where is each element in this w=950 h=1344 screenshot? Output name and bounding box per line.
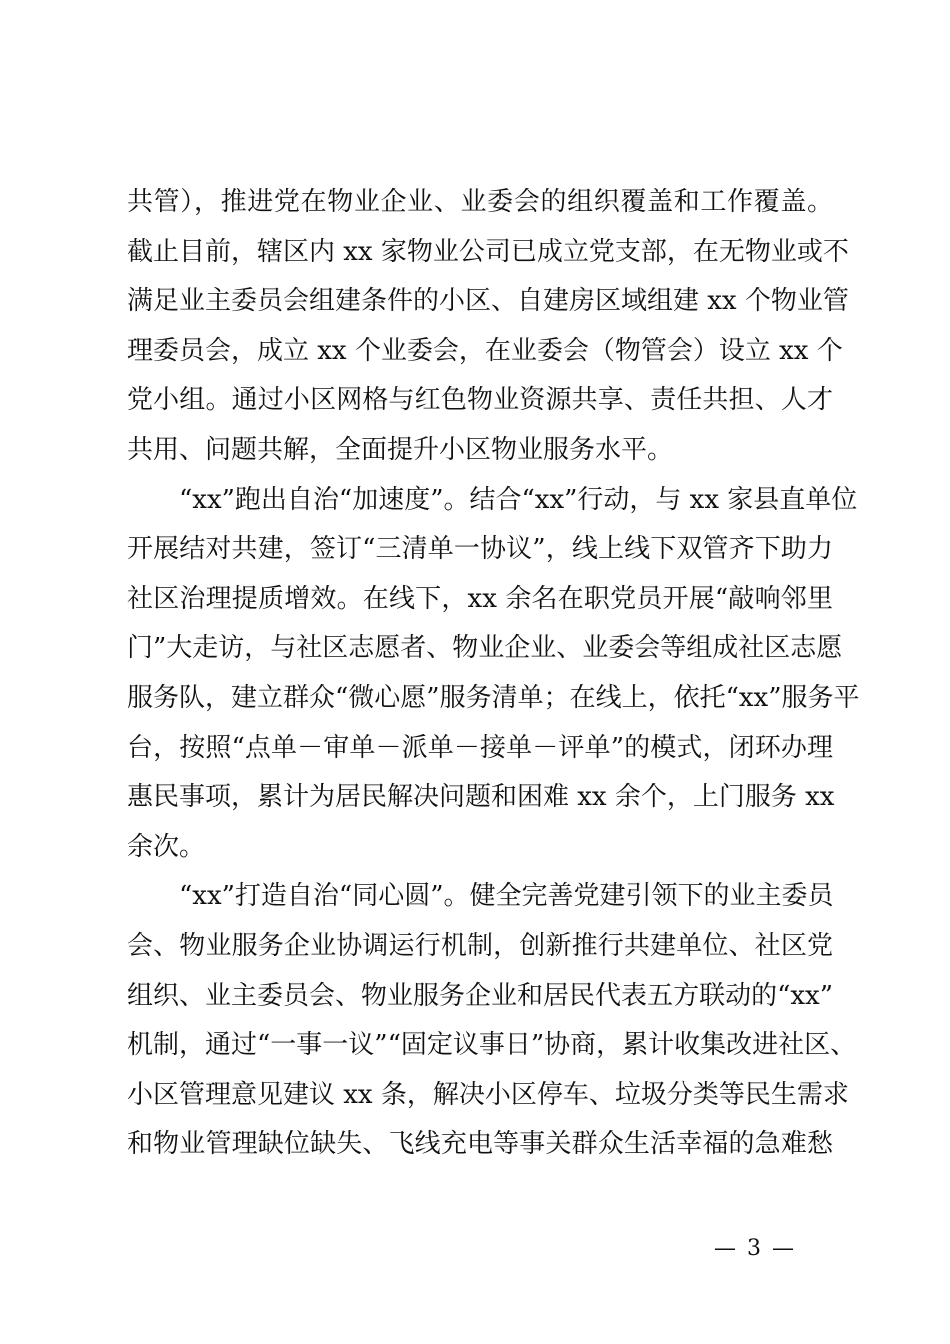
text-line: 开展结对共建，签订“三清单一协议”，线上线下双管齐下助力 [127, 534, 833, 565]
text-line: 惠民事项，累计为居民解决问题和困难 xx 余个，上门服务 xx [127, 782, 835, 813]
text-line: 和物业管理缺位缺失、飞线充电等事关群众生活幸福的急难愁 [127, 1129, 833, 1160]
text-line: 党小组。通过小区网格与红色物业资源共享、责任共担、人才 [127, 385, 833, 416]
text-line: 共管），推进党在物业企业、业委会的组织覆盖和工作覆盖。 [127, 187, 833, 217]
text-line: 组织、业主委员会、物业服务企业和居民代表五方联动的“xx” [127, 980, 833, 1011]
text-line: 共用、问题共解，全面提升小区物业服务水平。 [127, 434, 674, 465]
text-line: 会、物业服务企业协调运行机制，创新推行共建单位、社区党 [127, 930, 833, 961]
paragraph-heading-line: “xx”跑出自治“加速度”。结合“xx”行动，与 xx 家县直单位 [179, 484, 858, 515]
text-line: 小区管理意见建议 xx 条，解决小区停车、垃圾分类等民生需求 [127, 1079, 849, 1110]
body-text [127, 178, 860, 1170]
text-line: 满足业主委员会组建条件的小区、自建房区域组建 xx 个物业管 [127, 286, 849, 317]
text-line: 截止目前，辖区内 xx 家物业公司已成立党支部，在无物业或不 [127, 236, 849, 267]
text-line: 服务队，建立群众“微心愿”服务清单；在线上，依托“xx”服务平 [127, 682, 860, 713]
text-line: 理委员会，成立 xx 个业委会，在业委会（物管会）设立 xx 个 [127, 335, 843, 366]
page-number: — 3 — [714, 1236, 796, 1261]
text-line: 社区治理提质增效。在线下，xx 余名在职党员开展“敲响邻里 [127, 583, 833, 614]
text-line: 门”大走访，与社区志愿者、物业企业、业委会等组成社区志愿 [127, 633, 843, 664]
text-line: 机制，通过“一事一议”“固定议事日”协商，累计收集改进社区、 [127, 1030, 857, 1061]
text-line: 台，按照“点单－审单－派单－接单－评单”的模式，闭环办理 [127, 732, 833, 763]
text-line: 余次。 [127, 831, 206, 862]
paragraph-heading-line: “xx”打造自治“同心圆”。健全完善党建引领下的业主委员 [179, 881, 834, 912]
